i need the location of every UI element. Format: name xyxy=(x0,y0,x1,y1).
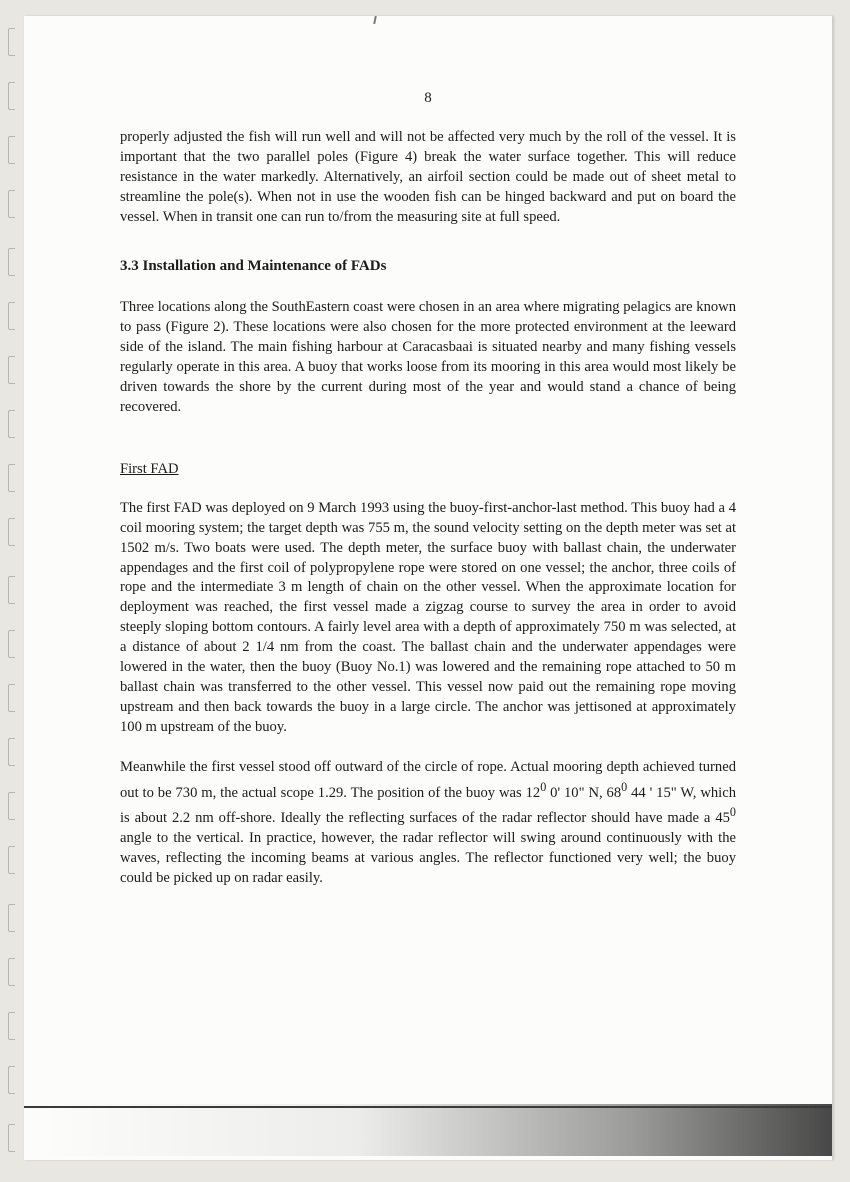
binder-hole xyxy=(8,904,15,932)
section-heading: 3.3 Installation and Maintenance of FADs xyxy=(120,257,387,274)
binder-hole xyxy=(8,630,15,658)
binder-hole xyxy=(8,846,15,874)
binder-hole xyxy=(8,576,15,604)
scan-mark xyxy=(373,16,377,24)
page-number: 8 xyxy=(424,90,432,106)
mooring-paragraph xyxy=(120,758,736,889)
first-fad-heading: First FAD xyxy=(120,460,179,477)
spacer xyxy=(120,738,736,758)
spacer xyxy=(120,276,736,298)
binder-hole xyxy=(8,738,15,766)
degree-superscript: 0 xyxy=(729,805,736,820)
binder-hole xyxy=(8,958,15,986)
binder-hole xyxy=(8,82,15,110)
mooring-text-part: 44 ' 15" W, which is about 2.2 nm off-shore. Ideally the reflecting surfaces of the radar reflector should have made a 45 xyxy=(120,784,737,827)
binder-hole xyxy=(8,464,15,492)
binder-margin xyxy=(0,0,24,1182)
binder-hole xyxy=(8,302,15,330)
binder-hole xyxy=(8,28,15,56)
binder-hole xyxy=(8,684,15,712)
mooring-text-part: Meanwhile the first vessel stood off outward of the circle of rope. Actual mooring depth achieved turned out to be 730 m, the actual scope 1.29. The position of the buoy was 12 xyxy=(120,758,736,801)
binder-hole xyxy=(8,792,15,820)
locations-paragraph: Three locations along the SouthEastern coast were chosen in an area where migrating pelagics are known to pass (Figure 2). These locations were also chosen for the more protected environment at the leeward side of the island. The main fishing harbour at Caracasbaai is situated nearby and many fishing vessels regularly operate in this area. A buoy that works loose from its mooring in this area would most likely be driven towards the shore by the current during most of the year and would stand a chance of being recovered. xyxy=(120,299,736,415)
binder-hole xyxy=(8,410,15,438)
mooring-text-part: angle to the vertical. In practice, however, the radar reflector will swing around continuously with the waves, reflecting the incoming beams at various angles. The reflector functioned very well; the buoy could be picked up on radar easily. xyxy=(120,830,736,886)
spacer xyxy=(120,228,736,257)
spacer xyxy=(120,418,736,460)
degree-superscript: 0 xyxy=(621,779,628,794)
binder-hole xyxy=(8,1012,15,1040)
deployment-paragraph: The first FAD was deployed on 9 March 1993 using the buoy-first-anchor-last method. This buoy had a 4 coil mooring system; the target depth was 755 m, the sound velocity setting on the depth meter was set at 1502 m/s. Two boats were used. The depth meter, the surface buoy with ballast chain, the underwater appendages and the first coil of polypropylene rope were stored on one vessel; the anchor, three coils of rope and the intermediate 3 m length of chain on the other vessel. When the approximate location for deployment was reached, the first vessel made a zigzag course to survey the area in order to avoid steeply sloping bottom contours. A fairly level area with a depth of approximately 750 m was selected, at a distance of about 2 1/4 nm from the coast. The ballast chain and the underwater appendages were lowered in the water, then the buoy (Buoy No.1) was lowered and the remaining rope attached to 50 m ballast chain was transferred to the other vessel. This vessel now paid out the remaining rope moving upstream and then back towards the buoy in a large circle. The anchor was jettisoned at approximately 100 m upstream of the buoy. xyxy=(120,499,736,735)
scan-shadow xyxy=(38,1104,832,1156)
document-page xyxy=(24,16,833,1160)
page-body xyxy=(120,128,736,889)
binder-hole xyxy=(8,356,15,384)
scan-edge-line xyxy=(24,1106,832,1108)
binder-hole xyxy=(8,518,15,546)
spacer xyxy=(120,480,736,499)
binder-hole xyxy=(8,248,15,276)
binder-hole xyxy=(8,1066,15,1094)
binder-hole xyxy=(8,190,15,218)
binder-hole xyxy=(8,136,15,164)
intro-paragraph: properly adjusted the fish will run well and will not be affected very much by the roll of the vessel. It is important that the two parallel poles (Figure 4) break the water surface together. This will reduce resistance in the water markedly. Alternatively, an airfoil section could be made out of sheet metal to streamline the pole(s). When not in use the wooden fish can be hinged backward and put on board the vessel. When in transit one can run to/from the measuring site at full speed. xyxy=(120,129,736,225)
degree-superscript: 0 xyxy=(540,779,547,794)
mooring-text-part: 0' 10" N, 68 xyxy=(546,784,622,801)
binder-hole xyxy=(8,1124,15,1152)
